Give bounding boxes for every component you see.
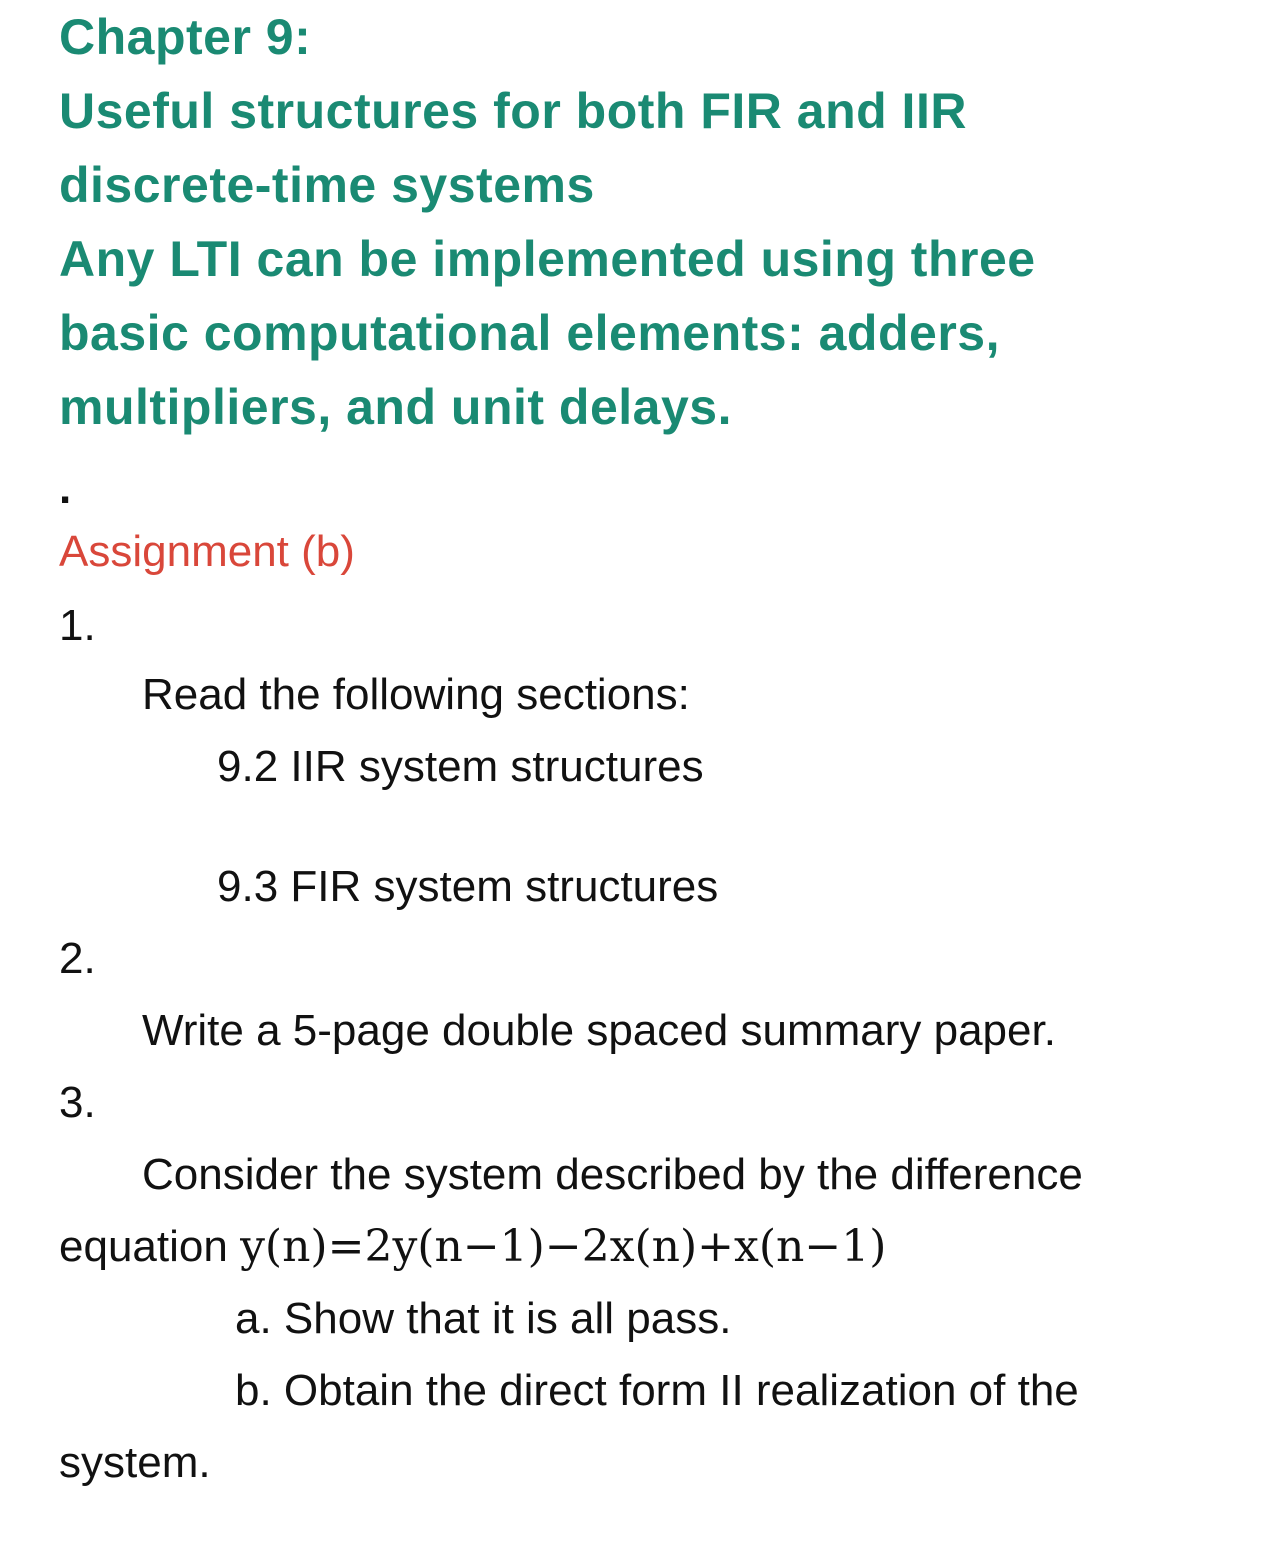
chapter-title-line-2: discrete-time systems (59, 157, 595, 213)
chapter-subtitle-line-1: Any LTI can be implemented using three (59, 231, 1036, 287)
chapter-heading (59, 0, 1219, 444)
item-3-sub-a: a. Show that it is all pass. (235, 1294, 732, 1343)
chapter-title-line-1: Useful structures for both FIR and IIR (59, 83, 967, 139)
item-3-text-line-1: Consider the system described by the difference (142, 1150, 1083, 1199)
chapter-number: Chapter 9: (59, 9, 312, 65)
item-1-section-1: 9.2 IIR system structures (217, 742, 704, 791)
item-1-text: Read the following sections: (142, 670, 690, 719)
item-2-number: 2. (59, 934, 96, 983)
chapter-subtitle-line-2: basic computational elements: adders, (59, 305, 1000, 361)
chapter-subtitle-line-3: multipliers, and unit delays. (59, 379, 732, 435)
chapter-heading-block (59, 0, 1219, 444)
item-2-text: Write a 5-page double spaced summary paper. (142, 1006, 1056, 1055)
item-3-sub-b-line-1: b. Obtain the direct form II realization of the (235, 1366, 1079, 1415)
item-1-number: 1. (59, 601, 96, 650)
difference-equation: y(n)=2y(n−1)−2x(n)+x(n−1) (240, 1221, 887, 1272)
assignment-title: Assignment (b) (59, 527, 355, 576)
equation-prefix: equation (59, 1222, 241, 1271)
item-3-sub-b-line-2: system. (59, 1438, 211, 1487)
item-1-section-2: 9.3 FIR system structures (217, 862, 719, 911)
separator-dot: . (59, 464, 72, 513)
item-3-number: 3. (59, 1078, 96, 1127)
item-3-text-line-2 (59, 1219, 886, 1275)
